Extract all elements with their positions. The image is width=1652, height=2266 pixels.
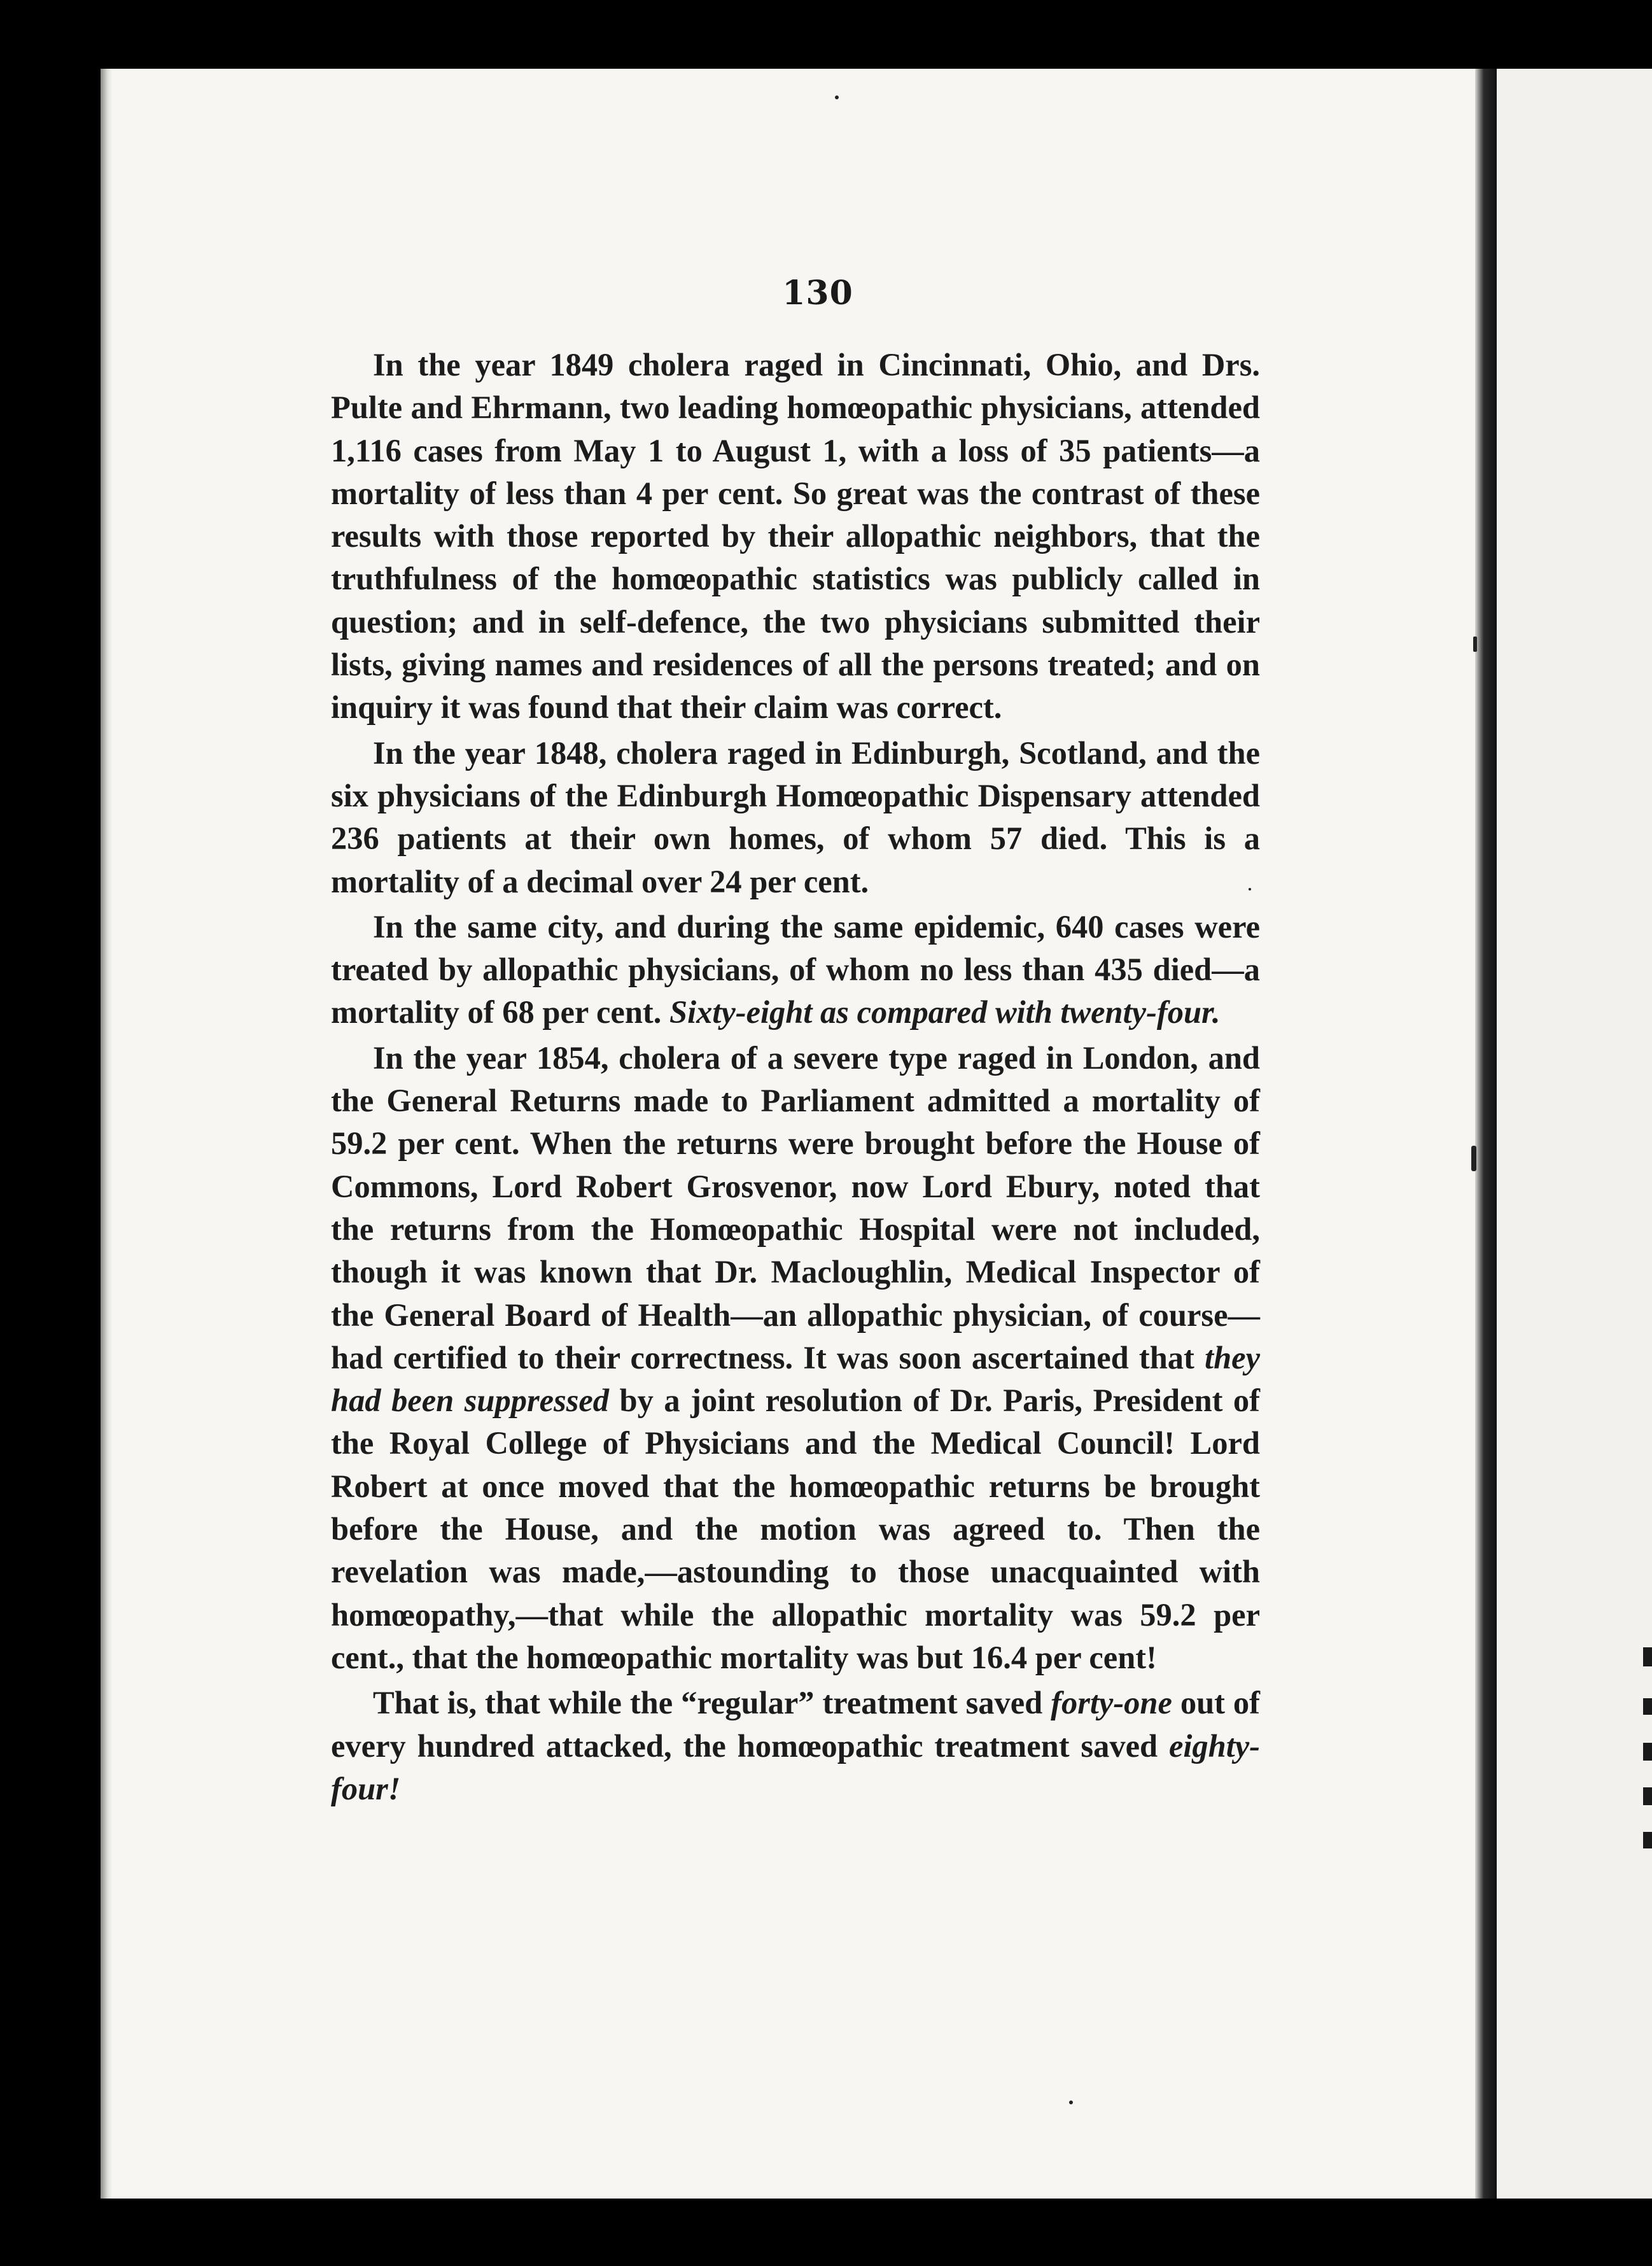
- facing-page-text-fragment: [1643, 1832, 1652, 1848]
- paragraph-cincinnati-1849: In the year 1849 cholera raged in Cincinnati, Ohio, and Drs. Pulte and Ehrmann, two leading homœopathic physicians, attended 1,116 cases from May 1 to August 1, with a loss of 35 patients—a mortality of less than 4 per cent. So great was the contrast of these results with those reported by their allopathic neighbors, that the truthfulness of the homœopathic statistics was publicly called in question; and in self-defence, the two physicians submitted their lists, giving names and residences of all the persons treated; and on inquiry it was found that their claim was correct.: [331, 347, 1260, 726]
- facing-page-text-fragment: [1643, 1787, 1652, 1805]
- paragraph-text: by a joint resolution of Dr. Paris, President of the Royal College of Physicians and the Medical Council! Lord Robert at once moved that the homœopathic returns be brought before the House, and the motion was agreed to. Then the revelation was made,—astounding to those unacquainted with homœopathy,—that while the allopathic mortality was 59.2 per cent., that the homœopathic mortality was but 16.4 per cent!: [331, 1383, 1260, 1675]
- facing-page-edge: [1497, 69, 1652, 2199]
- page-number: 130: [782, 274, 853, 313]
- paragraph-text: In the year 1854, cholera of a severe type raged in London, and the General Returns made to Parliament admitted a mortality of 59.2 per cent. When the returns were brought before the House of Commons, Lord Robert Grosvenor, now Lord Ebury, noted that the returns from the Homœopathic Hospital were not included, though it was known that Dr. Macloughlin, Medical Inspector of the General Board of Health—an allopathic physician, of course—had certified to their correctness. It was soon ascertained that: [331, 1039, 1260, 1376]
- italic-emphasis: eighty-four!: [331, 1728, 1260, 1806]
- paragraph-edinburgh-1848: In the year 1848, cholera raged in Edinburgh, Scotland, and the six physicians of the Edinburgh Homœopathic Dispensary attended 236 patients at their own homes, of whom 57 died. This is a mortality of a decimal over 24 per cent.: [331, 735, 1260, 899]
- paper-speck: [835, 95, 839, 99]
- book-gutter: [1475, 69, 1497, 2199]
- paper-speck: [1471, 1146, 1476, 1171]
- page-left-edge-shadow: [101, 69, 112, 2199]
- italic-emphasis: forty-one: [1051, 1685, 1172, 1721]
- paragraph-london-1854: [331, 1037, 1260, 1679]
- page-body: [331, 344, 1260, 1813]
- paragraph-text: In the same city, and during the same epidemic, 640 cases were treated by allopathic physicians, of whom no less than 435 died—a mortality of 68 per cent.: [331, 908, 1260, 1031]
- paper-speck: [1069, 2101, 1073, 2104]
- italic-emphasis: they had been suppressed: [331, 1339, 1260, 1419]
- paragraph-text: That is, that while the “regular” treatment saved: [373, 1685, 1051, 1721]
- paragraph-text: out of every hundred attacked, the homœopathic treatment saved: [331, 1685, 1260, 1764]
- facing-page-text-fragment: [1643, 1698, 1652, 1715]
- paragraph-edinburgh-allopathic: [331, 906, 1260, 1034]
- facing-page-text-fragment: [1643, 1743, 1652, 1761]
- paper-speck: [1473, 637, 1477, 652]
- italic-emphasis: Sixty-eight as compared with twenty-four.: [669, 994, 1221, 1031]
- paragraph-conclusion: [331, 1682, 1260, 1810]
- facing-page-text-fragment: [1643, 1647, 1652, 1666]
